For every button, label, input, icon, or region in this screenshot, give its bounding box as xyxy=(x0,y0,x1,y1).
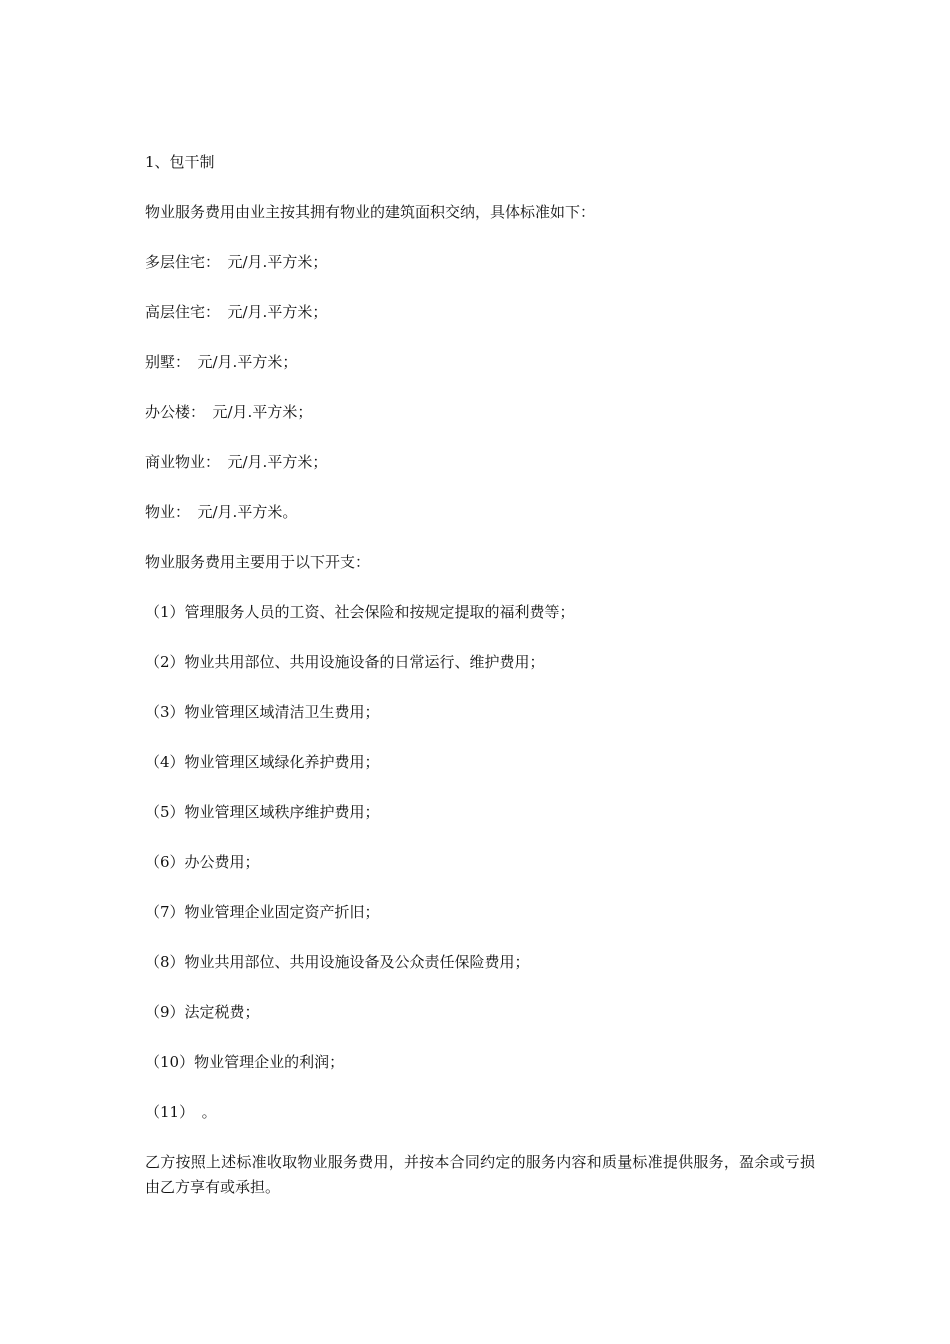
expenses-intro: 物业服务费用主要用于以下开支： xyxy=(145,553,371,571)
rate-item: 物业： 元/月.平方米。 xyxy=(145,503,298,521)
expense-item: （8）物业共用部位、共用设施设备及公众责任保险费用； xyxy=(145,953,530,971)
document-body xyxy=(145,150,815,1200)
expense-item: （1）管理服务人员的工资、社会保险和按规定提取的福利费等； xyxy=(145,603,575,621)
expense-item: （10）物业管理企业的利润； xyxy=(145,1053,345,1071)
expense-item: （2）物业共用部位、共用设施设备的日常运行、维护费用； xyxy=(145,653,545,671)
rate-item: 别墅： 元/月.平方米； xyxy=(145,353,298,371)
closing-paragraph: 乙方按照上述标准收取物业服务费用，并按本合同约定的服务内容和质量标准提供服务，盈余或亏损由乙方享有或承担。 xyxy=(145,1153,815,1196)
section-heading: 1、包干制 xyxy=(145,153,215,171)
rate-item: 高层住宅： 元/月.平方米； xyxy=(145,303,328,321)
expense-item: （3）物业管理区域清洁卫生费用； xyxy=(145,703,380,721)
expense-item: （6）办公费用； xyxy=(145,853,260,871)
expense-item: （4）物业管理区域绿化养护费用； xyxy=(145,753,380,771)
rate-item: 办公楼： 元/月.平方米； xyxy=(145,403,313,421)
expense-item: （9）法定税费； xyxy=(145,1003,260,1021)
intro-paragraph: 物业服务费用由业主按其拥有物业的建筑面积交纳，具体标准如下： xyxy=(145,203,596,221)
expense-item: （5）物业管理区域秩序维护费用； xyxy=(145,803,380,821)
rate-item: 多层住宅： 元/月.平方米； xyxy=(145,253,328,271)
expense-item: （7）物业管理企业固定资产折旧； xyxy=(145,903,380,921)
expense-item: （11） 。 xyxy=(145,1103,217,1121)
rate-item: 商业物业： 元/月.平方米； xyxy=(145,453,328,471)
